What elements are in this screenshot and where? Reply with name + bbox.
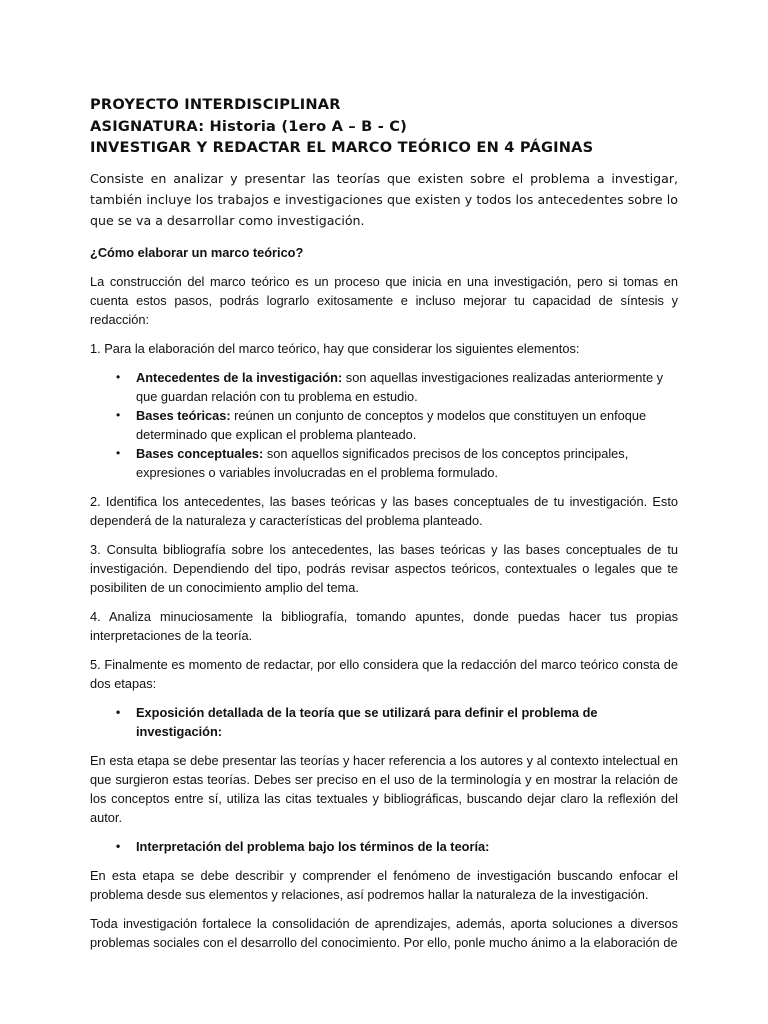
elements-list: [90, 368, 678, 482]
stage-2-list: [90, 837, 678, 856]
list-item-term: Bases teóricas:: [136, 407, 231, 423]
list-item: [90, 406, 678, 444]
stage-1-paragraph: En esta etapa se debe presentar las teorías y hacer referencia a los autores y al contexto intelectual en que surgieron estas teorías. Debes ser preciso en el uso de la terminología y en mostrar la relación de los conceptos entre sí, utiliza las citas textuales y bibliográficas, buscando dejar claro la reflexión del autor.: [90, 752, 678, 825]
step-1: 1. Para la elaboración del marco teórico, hay que considerar los siguientes elementos:: [90, 340, 580, 356]
document-page: [90, 94, 678, 952]
list-item-term: Bases conceptuales:: [136, 445, 264, 461]
step-4: 4. Analiza minuciosamente la bibliografía, tomando apuntes, donde puedas hacer tus propias interpretaciones de la teoría.: [90, 608, 678, 643]
step-5: 5. Finalmente es momento de redactar, por ello considera que la redacción del marco teórico consta de dos etapas:: [90, 656, 678, 691]
list-item-text: son aquellas investigaciones realizadas anteriormente y que guardan relación con tu problema en estudio.: [136, 369, 664, 404]
bullet-icon: •: [116, 445, 121, 460]
subject-title: ASIGNATURA: Historia (1ero A – B - C): [90, 117, 408, 135]
bullet-icon: •: [116, 369, 121, 384]
stage-1-title-text: Exposición detallada de la teoría que se utilizará para definir el problema de investigación:: [136, 704, 598, 739]
assignment-title: INVESTIGAR Y REDACTAR EL MARCO TEÓRICO EN 4 PÁGINAS: [90, 139, 594, 156]
bullet-icon: •: [116, 838, 121, 853]
stage-1-list: [90, 703, 678, 741]
stage-1-title: [90, 703, 678, 741]
list-item-text: reúnen un conjunto de conceptos y modelos que constituyen un enfoque determinado que explican el problema planteado.: [136, 407, 647, 442]
list-item: [90, 444, 678, 482]
bullet-icon: •: [116, 407, 121, 422]
construction-paragraph: La construcción del marco teórico es un proceso que inicia en una investigación, pero si tomas en cuenta estos pasos, podrás lograrlo exitosamente e incluso mejorar tu capacidad de síntesis y redacción:: [90, 273, 678, 327]
list-item-term: Antecedentes de la investigación:: [136, 369, 343, 385]
stage-2-title-text: Interpretación del problema bajo los términos de la teoría:: [136, 838, 490, 854]
step-2: 2. Identifica los antecedentes, las bases teóricas y las bases conceptuales de tu investigación. Esto dependerá de la naturaleza y características del problema planteado.: [90, 493, 678, 528]
stage-2-title: [90, 837, 678, 856]
closing-paragraph: Toda investigación fortalece la consolidación de aprendizajes, además, aporta soluciones a diversos problemas sociales con el desarrollo del conocimiento. Por ello, ponle mucho ánimo a la elaboración de: [90, 915, 678, 950]
stage-2-paragraph: En esta etapa se debe describir y comprender el fenómeno de investigación buscando enfocar el problema desde sus elementos y relaciones, así podremos hallar la naturaleza de la investigación.: [90, 867, 678, 902]
project-title: PROYECTO INTERDISCIPLINAR: [90, 96, 341, 113]
section-question: ¿Cómo elaborar un marco teórico?: [90, 244, 304, 260]
step-3: 3. Consulta bibliografía sobre los antecedentes, las bases teóricas y las bases conceptuales de tu investigación. Dependiendo del tipo, podrás revisar aspectos teóricos, contextuales o legales que te posibiliten de un conocimiento amplio del tema.: [90, 541, 678, 595]
list-item: [90, 368, 678, 406]
intro-paragraph: Consiste en analizar y presentar las teorías que existen sobre el problema a investigar, también incluye los trabajos e investigaciones que existen y todos los antecedentes sobre lo que se va a desarrollar como investigación.: [90, 170, 678, 228]
bullet-icon: •: [116, 704, 121, 719]
list-item-text: son aquellos significados precisos de los conceptos principales, expresiones o variables involucradas en el problema formulado.: [136, 445, 629, 480]
